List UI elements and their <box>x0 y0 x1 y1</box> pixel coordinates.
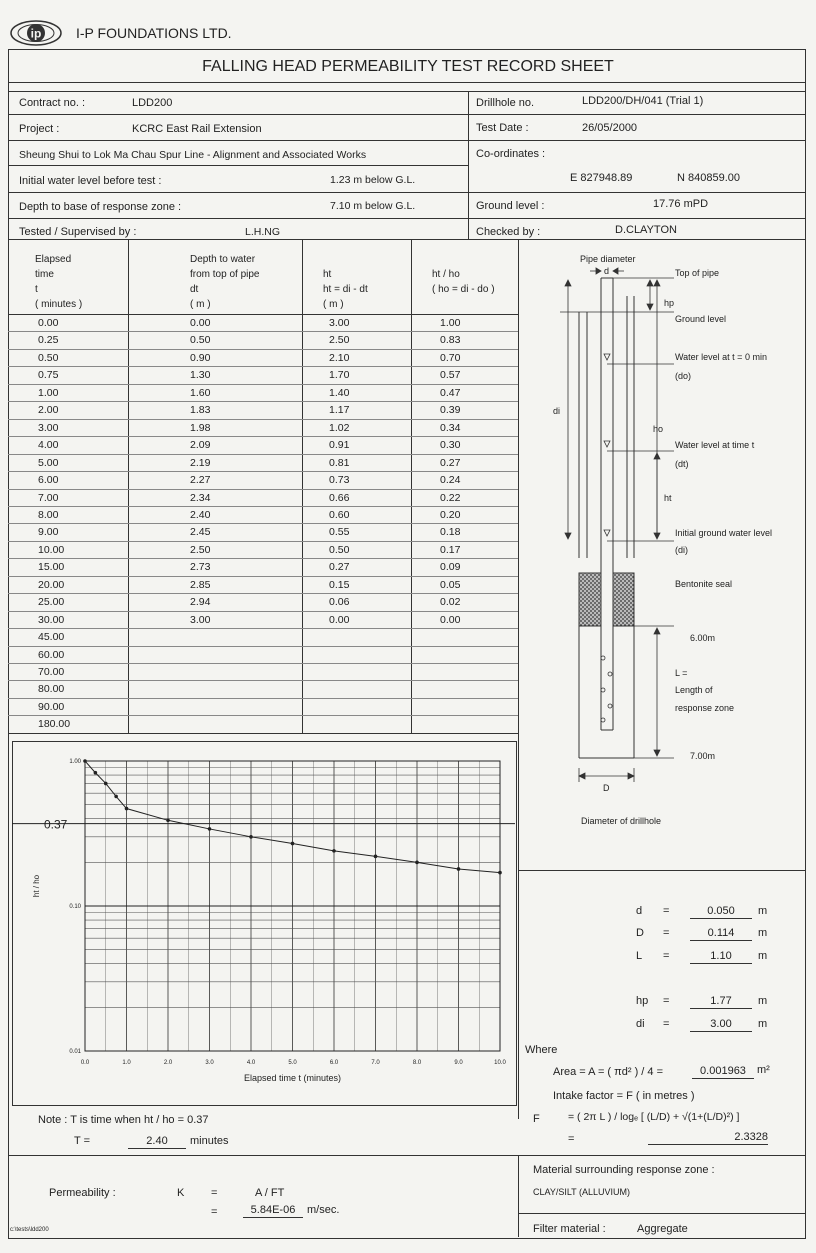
table-cell: 30.00 <box>38 613 65 626</box>
f-equation: = ( 2π L ) / logₑ [ (L/D) + √(1+(L/D)²) ] <box>568 1111 740 1123</box>
l-eq-label: L = <box>675 668 688 678</box>
company-name: I-P FOUNDATIONS LTD. <box>76 25 232 41</box>
param-D-symbol: D <box>636 927 644 939</box>
d-label: d <box>604 266 610 276</box>
table-header-line: t <box>35 284 38 295</box>
ground-level-label: Ground level : <box>476 200 545 212</box>
param-L-symbol: L <box>636 950 643 962</box>
table-header-line: ( m ) <box>323 299 344 310</box>
material-value: CLAY/SILT (ALLUVIUM) <box>533 1187 631 1197</box>
test-date-value: 26/05/2000 <box>582 122 638 134</box>
table-header-line: from top of pipe <box>190 269 260 280</box>
param-hp-symbol: hp <box>636 995 649 1007</box>
table-header-line: dt <box>190 284 199 295</box>
x-axis-label: Elapsed time t (minutes) <box>243 1073 342 1083</box>
data-table <box>8 239 519 733</box>
top-of-pipe-label: Top of pipe <box>675 268 720 278</box>
table-cell: 0.00 <box>440 613 461 626</box>
param-L-unit: m <box>758 950 768 962</box>
table-cell: 0.73 <box>329 474 350 487</box>
data-point <box>249 835 253 839</box>
table-cell: 0.20 <box>440 508 461 521</box>
table-cell: 0.09 <box>440 561 461 574</box>
table-cell: 2.34 <box>190 491 211 504</box>
depth-base-label: Depth to base of response zone : <box>19 201 182 213</box>
table-cell: 0.50 <box>329 543 350 556</box>
table-cell: 2.45 <box>190 526 211 539</box>
param-L-eq: = <box>663 950 670 962</box>
table-cell: 7.00 <box>38 491 59 504</box>
k-label: K <box>177 1187 185 1199</box>
table-cell: 3.00 <box>38 421 59 434</box>
table-cell: 90.00 <box>38 700 65 713</box>
data-point <box>114 795 118 799</box>
checked-label: Checked by : <box>476 226 541 238</box>
table-cell: 0.50 <box>190 334 211 347</box>
data-point <box>415 861 419 865</box>
where-label: Where <box>525 1044 558 1056</box>
tested-label: Tested / Supervised by : <box>19 226 137 238</box>
note-text: Note : T is time when ht / ho = 0.37 <box>38 1114 209 1126</box>
table-cell: 20.00 <box>38 578 65 591</box>
table-header-line: ( ho = di - do ) <box>432 284 495 295</box>
table-cell: 45.00 <box>38 631 65 644</box>
t-unit: minutes <box>190 1135 229 1147</box>
x-tick-label: 3.0 <box>205 1060 214 1066</box>
table-header-line: ( minutes ) <box>35 299 83 310</box>
wl-t0-label: Water level at t = 0 min <box>675 352 767 362</box>
y-tick-label: 0.10 <box>69 904 81 910</box>
data-point <box>94 771 98 775</box>
param-hp-value: 1.77 <box>690 995 752 1009</box>
table-header-line: time <box>35 269 54 280</box>
param-d-value: 0.050 <box>690 905 752 919</box>
depth-6-label: 6.00m <box>690 633 716 643</box>
ho-label: ho <box>653 424 664 434</box>
table-cell: 2.50 <box>190 543 211 556</box>
table-header-line: ht = di - dt <box>323 284 368 295</box>
x-tick-label: 8.0 <box>412 1060 422 1066</box>
diameter-drillhole-label: Diameter of drillhole <box>581 816 662 826</box>
table-header-line: Elapsed <box>35 254 72 265</box>
data-point <box>374 855 378 859</box>
intake-label: Intake factor = F ( in metres ) <box>553 1090 695 1102</box>
company-logo <box>10 20 62 46</box>
table-cell: 2.10 <box>329 351 350 364</box>
table-cell: 0.22 <box>440 491 461 504</box>
wl-t-label: Water level at time t <box>675 440 755 450</box>
table-cell: 0.60 <box>329 508 350 521</box>
depth-7-label: 7.00m <box>690 751 716 761</box>
t-label: T = <box>74 1135 91 1147</box>
pipe-diameter-label: Pipe diameter <box>580 254 636 264</box>
table-cell: 0.55 <box>329 526 350 539</box>
y-tick-label: 0.01 <box>69 1049 81 1055</box>
table-cell: 1.98 <box>190 421 211 434</box>
param-di-eq: = <box>663 1018 670 1030</box>
table-cell: 0.81 <box>329 456 350 469</box>
D-label: D <box>603 783 610 793</box>
footer-code: c:\tests\ldd200 <box>10 1227 49 1233</box>
param-d-unit: m <box>758 905 768 917</box>
table-cell: 0.06 <box>329 596 350 609</box>
table-cell: 0.50 <box>38 351 59 364</box>
table-cell: 70.00 <box>38 666 65 678</box>
x-tick-label: 0.0 <box>80 1060 90 1066</box>
table-cell: 0.18 <box>440 526 461 539</box>
ground-level-diagram-label: Ground level <box>675 314 727 324</box>
table-cell: 0.90 <box>190 351 211 364</box>
table-cell: 2.00 <box>38 404 59 417</box>
table-cell: 0.15 <box>329 578 350 591</box>
table-cell: 0.91 <box>329 439 350 452</box>
ground-level-value: 17.76 mPD <box>653 198 709 210</box>
table-cell: 0.39 <box>440 404 461 417</box>
data-point <box>208 827 212 831</box>
table-cell: 2.40 <box>190 508 211 521</box>
depth-base-value: 7.10 m below G.L. <box>330 200 416 212</box>
length-of-label: Length of <box>675 685 713 695</box>
table-cell: 1.40 <box>329 386 350 399</box>
table-cell: 0.00 <box>329 613 350 626</box>
data-point <box>332 849 336 853</box>
f-value: 2.3328 <box>648 1131 768 1145</box>
f-label: F <box>533 1113 540 1125</box>
table-header-line: ht / ho <box>432 269 460 280</box>
material-label: Material surrounding response zone : <box>533 1164 715 1176</box>
tested-value: L.H.NG <box>245 226 281 238</box>
table-cell: 0.25 <box>38 334 59 347</box>
table-cell: 0.17 <box>440 543 461 556</box>
x-tick-label: 6.0 <box>329 1060 339 1066</box>
table-cell: 1.70 <box>329 369 350 382</box>
northing: N 840859.00 <box>677 172 740 184</box>
param-di-unit: m <box>758 1018 768 1030</box>
param-D-eq: = <box>663 927 670 939</box>
f-eq2: = <box>568 1133 575 1145</box>
project-value: KCRC East Rail Extension <box>132 123 262 135</box>
x-tick-label: 4.0 <box>246 1060 256 1066</box>
data-point <box>291 842 295 846</box>
data-point <box>104 782 108 786</box>
table-cell: 2.73 <box>190 561 211 574</box>
param-hp-eq: = <box>663 995 670 1007</box>
drillhole-value: LDD200/DH/041 (Trial 1) <box>582 95 704 107</box>
table-cell: 25.00 <box>38 596 65 609</box>
param-D-unit: m <box>758 927 768 939</box>
borehole-diagram <box>520 240 804 870</box>
table-header-line: Depth to water <box>190 254 256 265</box>
di-paren-label: (di) <box>675 545 688 555</box>
table-cell: 0.27 <box>440 456 461 469</box>
table-cell: 0.00 <box>190 317 211 329</box>
di-label: di <box>553 406 561 416</box>
response-zone-label: response zone <box>675 703 735 713</box>
table-cell: 5.00 <box>38 456 59 469</box>
table-cell: 1.00 <box>38 386 59 399</box>
table-cell: 1.00 <box>440 317 461 329</box>
parameters <box>520 900 804 1040</box>
table-cell: 4.00 <box>38 439 59 452</box>
param-di-symbol: di <box>636 1018 645 1030</box>
table-cell: 6.00 <box>38 474 59 487</box>
checked-value: D.CLAYTON <box>615 224 677 236</box>
table-cell: 2.19 <box>190 456 211 469</box>
area-unit: m² <box>757 1064 770 1076</box>
table-header-line: ht <box>323 269 332 280</box>
param-hp-unit: m <box>758 995 768 1007</box>
table-cell: 1.60 <box>190 386 211 399</box>
contract-value: LDD200 <box>132 97 173 109</box>
param-d-eq: = <box>663 905 670 917</box>
data-point <box>166 818 170 822</box>
initial-wl-value: 1.23 m below G.L. <box>330 174 416 186</box>
table-cell: 2.85 <box>190 578 211 591</box>
table-cell: 80.00 <box>38 683 65 696</box>
k-eq2: = <box>211 1206 218 1218</box>
y-axis-label: ht / ho <box>32 874 41 898</box>
param-d-symbol: d <box>636 905 643 917</box>
table-cell: 8.00 <box>38 508 59 521</box>
filter-label: Filter material : <box>533 1223 606 1235</box>
easting: E 827948.89 <box>570 172 633 184</box>
table-cell: 0.30 <box>440 439 461 452</box>
table-cell: 0.27 <box>329 561 350 574</box>
area-formula: Area = A = ( πd² ) / 4 = <box>553 1066 664 1078</box>
table-header-line: ( m ) <box>190 299 211 310</box>
data-point <box>125 807 129 811</box>
table-cell: 0.66 <box>329 491 350 504</box>
svg-text:ip: ip <box>30 26 42 41</box>
x-tick-label: 5.0 <box>288 1060 297 1066</box>
param-D-value: 0.114 <box>690 927 752 941</box>
y-tick-label: 1.00 <box>69 759 81 765</box>
coords-label: Co-ordinates : <box>476 148 546 160</box>
x-tick-label: 1.0 <box>122 1060 131 1066</box>
x-tick-label: 10.0 <box>494 1060 506 1066</box>
table-cell: 60.00 <box>38 648 65 661</box>
k-value: 5.84E-06 <box>243 1204 303 1218</box>
decay-chart <box>12 741 515 1104</box>
table-cell: 0.34 <box>440 421 461 434</box>
k-formula: A / FT <box>255 1187 285 1199</box>
test-date-label: Test Date : <box>476 122 529 134</box>
table-cell: 3.00 <box>329 317 350 329</box>
table-cell: 0.75 <box>38 369 59 382</box>
table-cell: 15.00 <box>38 561 65 574</box>
param-di-value: 3.00 <box>690 1018 752 1032</box>
table-cell: 2.27 <box>190 474 211 487</box>
table-cell: 1.02 <box>329 421 350 434</box>
contract-label: Contract no. : <box>19 97 86 109</box>
ht-label: ht <box>664 493 672 503</box>
reference-label: 0.37 <box>44 817 68 832</box>
do-label: (do) <box>675 371 692 381</box>
k-unit: m/sec. <box>307 1204 340 1216</box>
table-cell: 0.57 <box>440 369 461 382</box>
table-cell: 0.05 <box>440 578 461 591</box>
table-cell: 2.94 <box>190 596 211 609</box>
table-cell: 0.47 <box>440 386 461 399</box>
t-value: 2.40 <box>128 1135 186 1149</box>
data-point <box>83 759 87 763</box>
table-cell: 0.70 <box>440 351 461 364</box>
initial-gwl-label: Initial ground water level <box>675 528 773 538</box>
initial-wl-label: Initial water level before test : <box>19 175 162 187</box>
sheet-title: FALLING HEAD PERMEABILITY TEST RECORD SHEET <box>202 58 614 75</box>
x-tick-label: 7.0 <box>371 1060 380 1066</box>
permeability-label: Permeability : <box>49 1187 116 1199</box>
project-label: Project : <box>19 123 60 135</box>
table-cell: 0.24 <box>440 474 461 487</box>
dt-label: (dt) <box>675 459 689 469</box>
filter-value: Aggregate <box>637 1223 688 1235</box>
data-point <box>498 871 502 875</box>
area-value: 0.001963 <box>692 1065 754 1079</box>
data-point <box>457 867 461 871</box>
param-L-value: 1.10 <box>690 950 752 964</box>
hp-label: hp <box>664 298 675 308</box>
table-cell: 2.09 <box>190 439 211 452</box>
project-line: Sheung Shui to Lok Ma Chau Spur Line - Alignment and Associated Works <box>19 149 367 161</box>
drillhole-label: Drillhole no. <box>476 97 535 109</box>
x-tick-label: 2.0 <box>163 1060 173 1066</box>
table-cell: 0.02 <box>440 596 461 609</box>
table-cell: 1.30 <box>190 369 211 382</box>
table-cell: 1.17 <box>329 404 350 417</box>
bentonite-label: Bentonite seal <box>675 579 733 589</box>
table-cell: 180.00 <box>38 718 71 731</box>
table-cell: 0.83 <box>440 334 461 347</box>
table-cell: 9.00 <box>38 526 59 539</box>
table-cell: 10.00 <box>38 543 65 556</box>
table-cell: 2.50 <box>329 334 350 347</box>
table-cell: 1.83 <box>190 404 211 417</box>
table-cell: 3.00 <box>190 613 211 626</box>
k-eq: = <box>211 1187 218 1199</box>
x-tick-label: 9.0 <box>454 1060 463 1066</box>
table-cell: 0.00 <box>38 317 59 329</box>
